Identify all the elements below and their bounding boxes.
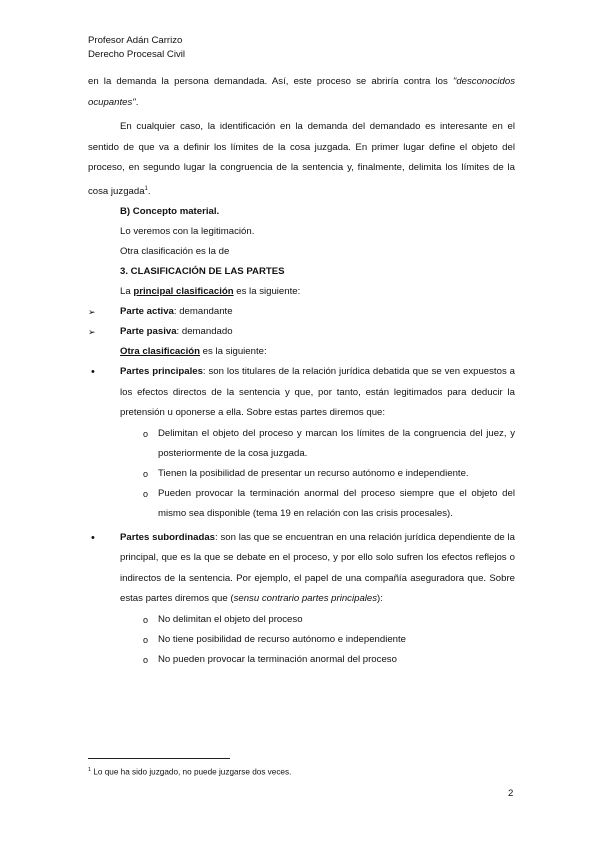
principal-bold: principal clasificación — [133, 286, 234, 298]
concepto-heading-text: B) Concepto material. — [120, 206, 220, 218]
parte-pasiva-text: : demandado — [176, 326, 233, 338]
partes-subordinadas-label: Partes subordinadas — [120, 531, 216, 543]
sub-item-subordinada-2 — [88, 630, 515, 650]
sub-item-text: No pueden provocar la terminación anormal del proceso — [158, 653, 397, 665]
bullet-marker-icon: • — [91, 531, 95, 544]
p1-end: . — [135, 96, 139, 108]
principal-intro — [88, 282, 515, 302]
parte-activa-label: Parte activa — [120, 306, 174, 318]
section-3-heading-text: 3. CLASIFICACIÓN DE LAS PARTES — [120, 266, 285, 278]
concepto-text: Lo veremos con la legitimación. — [120, 226, 255, 238]
footnote-separator — [88, 758, 230, 759]
page-number: 2 — [508, 788, 514, 799]
partes-principales-text: : son los titulares de la relación jurídica debatida que se ven expuestos a los efectos directos de la sentencia y que, por tanto, están legitimados para deducir la pretensión u oponerse a ella. Sobre estas partes diremos que: — [120, 366, 515, 419]
sub-item-text: No tiene posibilidad de recurso autónomo e independiente — [158, 633, 407, 645]
otra-clasificacion-bold: Otra clasificación — [120, 346, 200, 358]
circle-marker-icon: o — [143, 614, 149, 625]
document-body — [88, 72, 515, 670]
arrow-marker-icon: ➢ — [88, 307, 96, 318]
arrow-marker-icon: ➢ — [88, 327, 96, 338]
footnote-ref: 1 — [144, 185, 148, 192]
sub-item-text: Pueden provocar la terminación anormal del proceso siempre que el objeto del mismo sea disponible (tema 19 en relación con las crisis procesales). — [158, 487, 515, 519]
principal-pre: La — [120, 286, 134, 298]
footnote-number: 1 — [88, 767, 92, 773]
circle-marker-icon: o — [143, 654, 149, 665]
paragraph-demandada — [88, 72, 515, 113]
parte-pasiva-label: Parte pasiva — [120, 326, 177, 338]
p2-end: . — [147, 185, 151, 197]
sub-item-text: Tienen la posibilidad de presentar un recurso autónomo e independiente. — [158, 467, 469, 479]
list-item-parte-activa — [88, 302, 515, 322]
circle-marker-icon: o — [143, 428, 149, 439]
parte-activa-text: : demandante — [173, 306, 233, 318]
footnote-text: Lo que ha sido juzgado, no puede juzgarse dos veces. — [91, 767, 292, 777]
circle-marker-icon: o — [143, 634, 149, 645]
concepto-heading — [88, 202, 515, 222]
sub-item-text: No delimitan el objeto del proceso — [158, 613, 303, 625]
footnote — [88, 765, 291, 778]
sub-item-principal-2 — [88, 464, 515, 484]
otra-text: Otra clasificación es la de — [120, 246, 230, 258]
section-3-heading — [88, 262, 515, 282]
page-header — [88, 34, 185, 62]
bullet-marker-icon: • — [91, 366, 95, 379]
sub-item-subordinada-1 — [88, 610, 515, 630]
partes-subordinadas-end: ): — [377, 593, 383, 605]
partes-subordinadas-text: : son las que se encuentran en una relación jurídica dependiente de la principal, que es la que se debate en el proceso, y por ello solo sufren los efectos reflejos o indirectos de la sentencia. Por ejemplo, el papel de una compañía aseguradora que. Sobre estas partes diremos que ( — [120, 531, 515, 605]
otra-clasificacion-post: es la siguiente: — [199, 346, 267, 358]
p1-text: en la demanda la persona demandada. Así, este proceso se abriría contra los — [88, 76, 453, 87]
p1-italic: "desconocidos ocupantes" — [88, 76, 515, 108]
paragraph-identificacion — [88, 117, 515, 202]
sub-item-principal-1 — [88, 424, 515, 464]
sub-item-principal-3 — [88, 484, 515, 524]
principal-post: es la siguiente: — [233, 286, 301, 298]
list-item-parte-pasiva — [88, 322, 515, 342]
p2-text: En cualquier caso, la identificación en la demanda del demandado es interesante en el sentido de que va a definir los límites de la cosa juzgada. En primer lugar define el objeto del proceso, en segundo lugar la congruencia de la sentencia y, finalmente, delimita los límites de la cosa juzgada — [88, 121, 515, 197]
list-item-partes-subordinadas — [88, 528, 515, 610]
header-author: Profesor Adán Carrizo — [88, 35, 183, 46]
partes-subordinadas-italic: sensu contrario partes principales — [233, 593, 378, 605]
sub-item-text: Delimitan el objeto del proceso y marcan los límites de la congruencia del juez, y posteriormente de la cosa juzgada. — [158, 427, 515, 459]
circle-marker-icon: o — [143, 468, 149, 479]
otra-clasificacion-intro — [88, 342, 515, 362]
circle-marker-icon: o — [143, 488, 149, 499]
sub-item-subordinada-3 — [88, 650, 515, 670]
header-subject: Derecho Procesal Civil — [88, 49, 186, 60]
partes-principales-label: Partes principales — [120, 366, 203, 378]
list-item-partes-principales — [88, 362, 515, 424]
